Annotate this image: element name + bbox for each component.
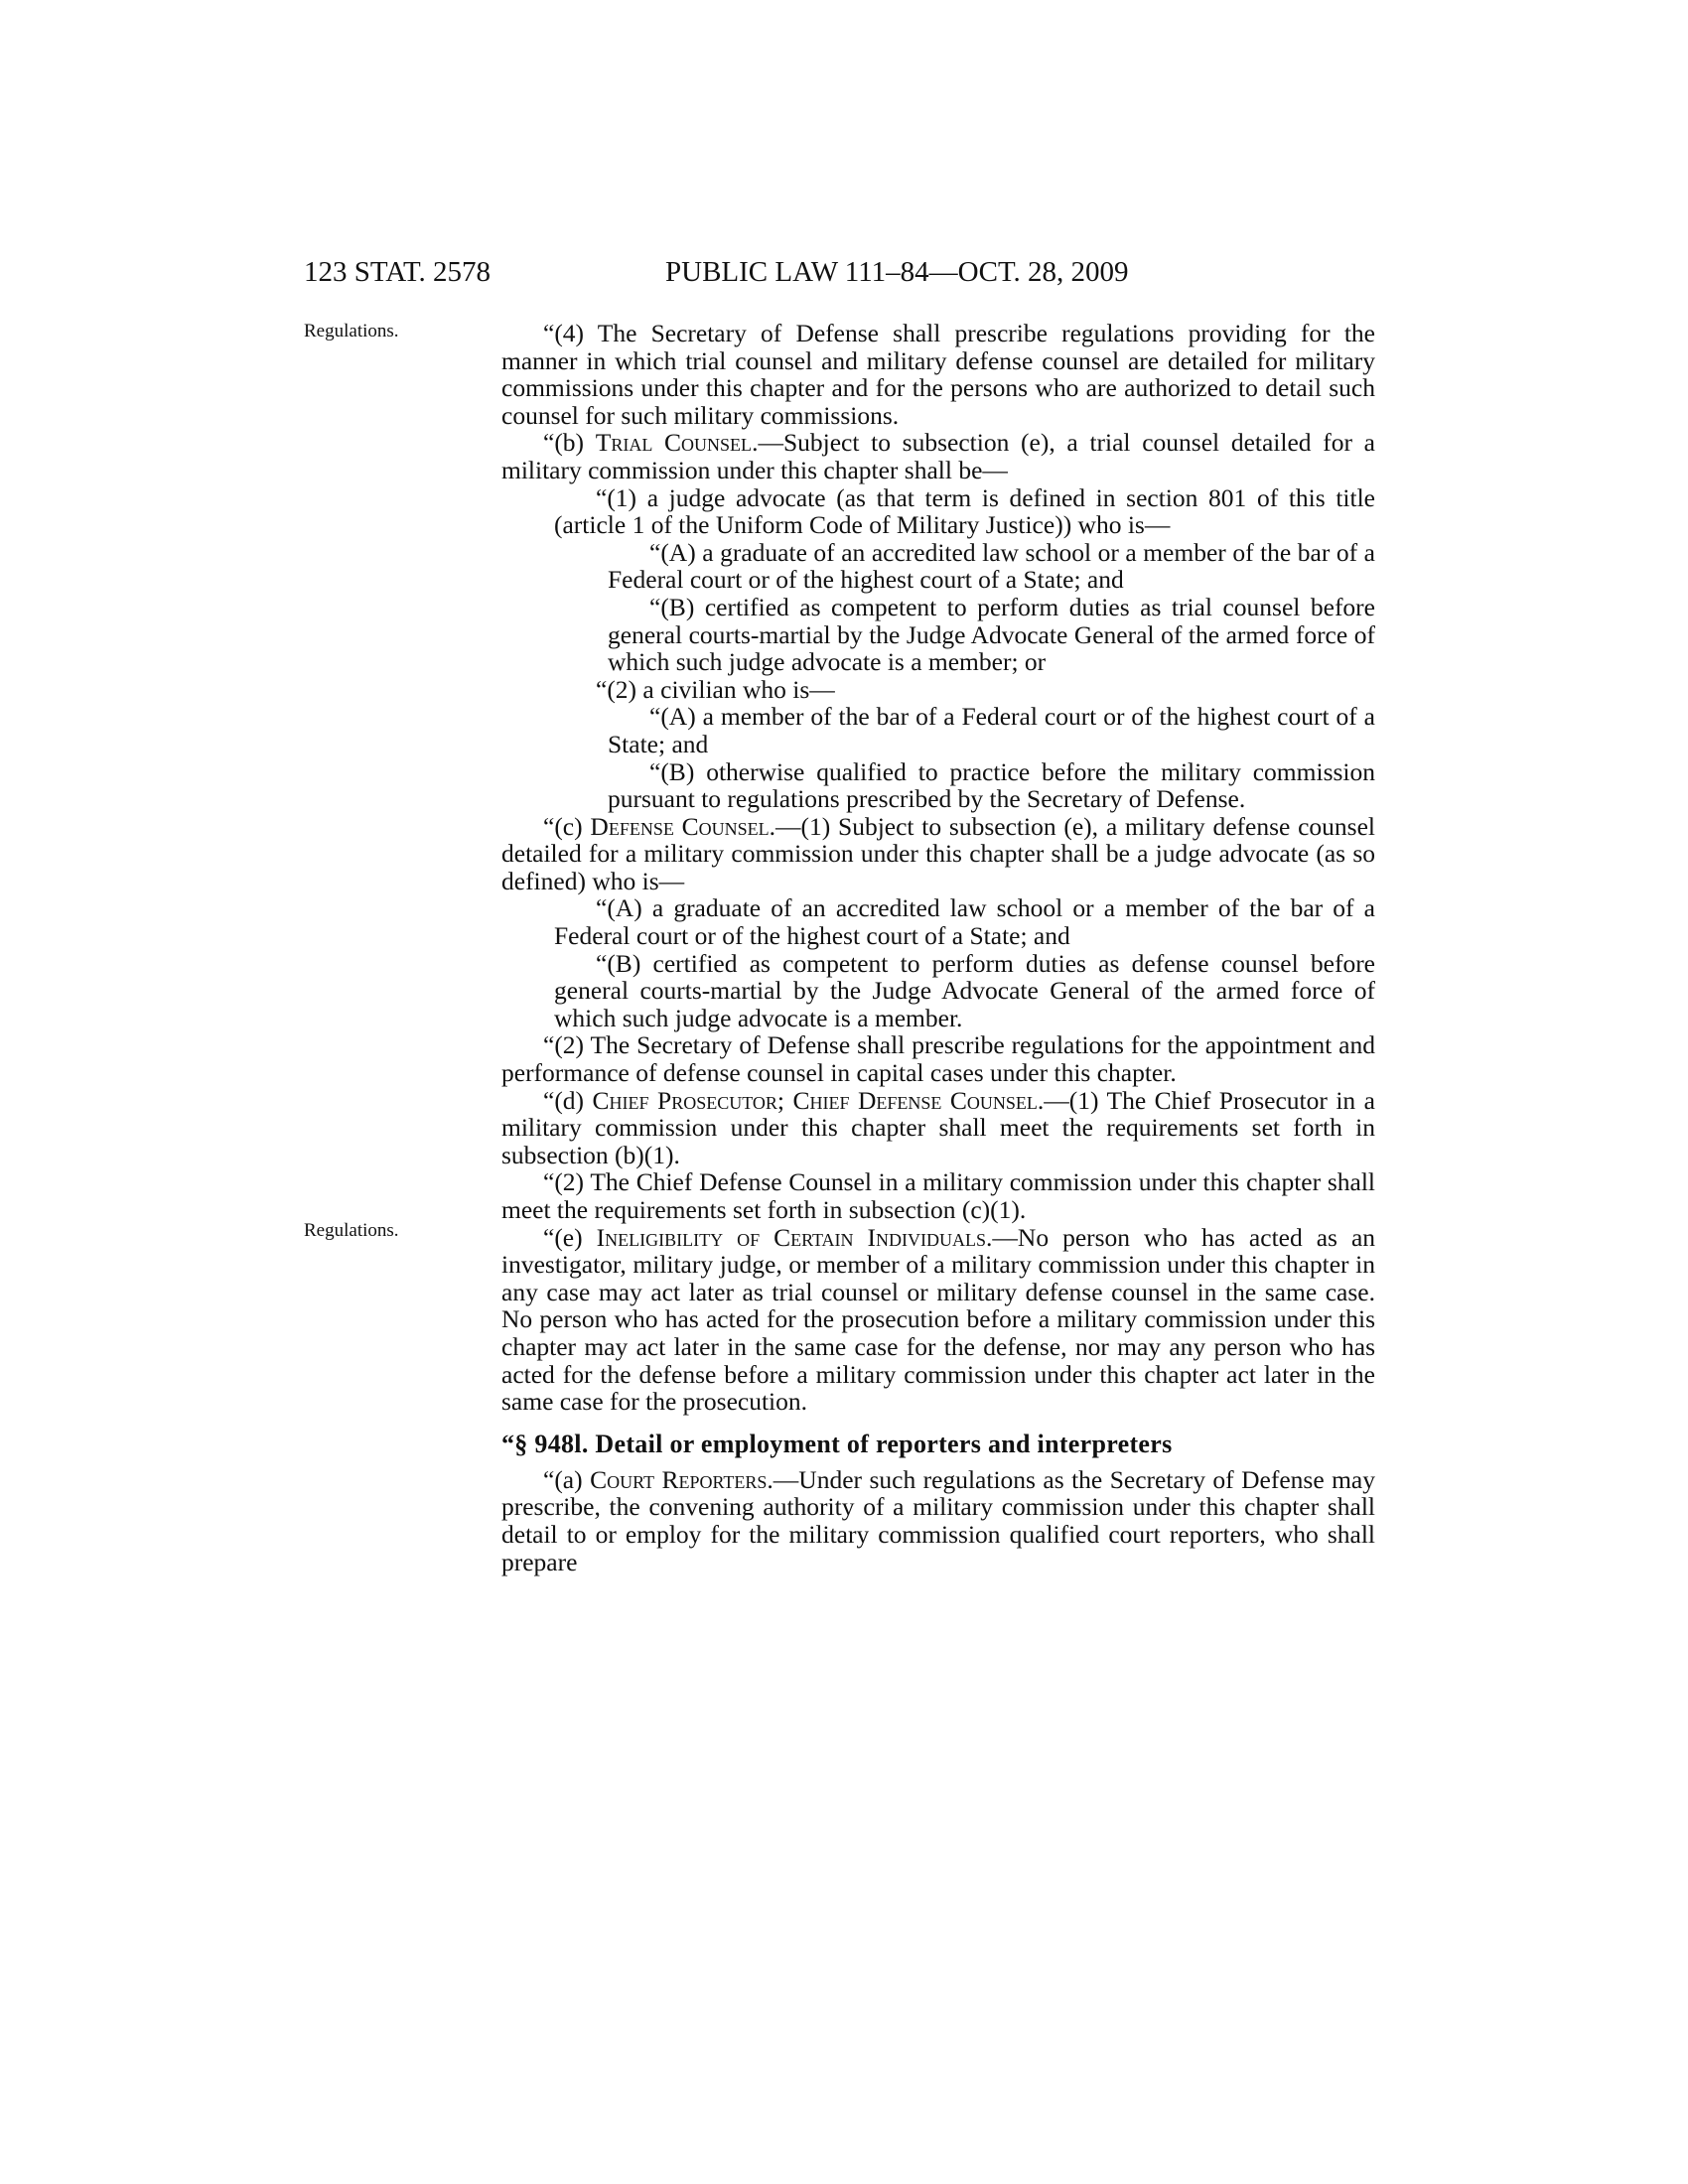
paragraph-b2: “(2) a civilian who is— <box>596 674 835 704</box>
paragraph-b2b: “(B) otherwise qualified to practice before the military commission pursuant to regulations prescribed by the Secretary of Defense. <box>608 756 1375 814</box>
paragraph-d1: “(d) Chief Prosecutor; Chief Defense Counsel.—(1) The Chief Prosecutor in a military commission under this chapter shall meet the requirements set forth in subsection (b)(1). <box>501 1085 1375 1169</box>
caption-chief-prosecutor: Chief Prosecutor; Chief Defense Counsel <box>592 1085 1038 1115</box>
caption-ineligibility: Ineligibility of Certain Individuals <box>596 1222 987 1252</box>
section-heading: “§ 948l. Detail or employment of reporters and interpreters <box>501 1429 1173 1458</box>
paragraph-b2a: “(A) a member of the bar of a Federal court or of the highest court of a State; and <box>608 702 1375 758</box>
caption-trial-counsel: Trial Counsel <box>595 428 753 458</box>
caption-court-reporters: Court Reporters <box>590 1464 768 1494</box>
public-law-title: PUBLIC LAW 111–84—OCT. 28, 2009 <box>665 256 1129 288</box>
margin-note-regulations: Regulations. <box>304 321 399 341</box>
paragraph-b1b: “(B) certified as competent to perform duties as trial counsel before general courts-martial by the Judge Advocate General of the armed force of which such judge advocate is a member; or <box>608 592 1375 677</box>
paragraph-b1: “(1) a judge advocate (as that term is defined in section 801 of this title (article 1 of the Uniform Code of Military Justice)) who is— <box>554 482 1375 540</box>
paragraph-section-948l-a: “(a) Court Reporters.—Under such regulations as the Secretary of Defense may prescribe, the convening authority of a military commission under this chapter shall detail to or employ for the military commission qualified court reporters, who shall prepare <box>501 1464 1376 1576</box>
paragraph-b1a: “(A) a graduate of an accredited law school or a member of the bar of a Federal court or of the highest court of a State; and <box>608 537 1375 595</box>
paragraph-c1a: “(A) a graduate of an accredited law school or a member of the bar of a Federal court or of the highest court of a State; and <box>554 893 1375 951</box>
paragraph-d2: “(2) The Chief Defense Counsel in a military commission under this chapter shall meet the requirements set forth in subsection (c)(1). <box>501 1167 1375 1224</box>
paragraph-a4: “(4) The Secretary of Defense shall prescribe regulations providing for the manner in which trial counsel and military defense counsel are detailed for military commissions under this chapter and for the persons who are authorized to detail such counsel for such military commissions. <box>501 319 1375 430</box>
stat-citation: 123 STAT. 2578 <box>304 256 492 288</box>
paragraph-e: “(e) Ineligibility of Certain Individuals.—No person who has acted as an investigator, military judge, or member of a military commission under this chapter in any case may act later as trial counsel or military defense counsel in the same case. No person who has acted for the prosecution before a military commission under this chapter may act later in the same case for the defense, nor may any person who has acted for the defense before a military commission under this chapter act later in the same case for the prosecution. <box>501 1222 1376 1417</box>
paragraph-b: “(b) Trial Counsel.—Subject to subsection (e), a trial counsel detailed for a military commission under this chapter shall be— <box>501 428 1375 484</box>
caption-defense-counsel: Defense Counsel <box>590 811 770 841</box>
paragraph-c1: “(c) Defense Counsel.—(1) Subject to subsection (e), a military defense counsel detailed for a military commission under this chapter shall be a judge advocate (as so defined) who is— <box>501 811 1375 895</box>
paragraph-c2: “(2) The Secretary of Defense shall prescribe regulations for the appointment and performance of defense counsel in capital cases under this chapter. <box>501 1030 1375 1088</box>
running-header <box>304 252 1376 292</box>
margin-note-regulations: Regulations. <box>304 1220 399 1241</box>
statute-body <box>501 320 1375 1575</box>
paragraph-c1b: “(B) certified as competent to perform duties as defense counsel before general courts-martial by the Judge Advocate General of the armed force of which such judge advocate is a member. <box>554 948 1375 1032</box>
